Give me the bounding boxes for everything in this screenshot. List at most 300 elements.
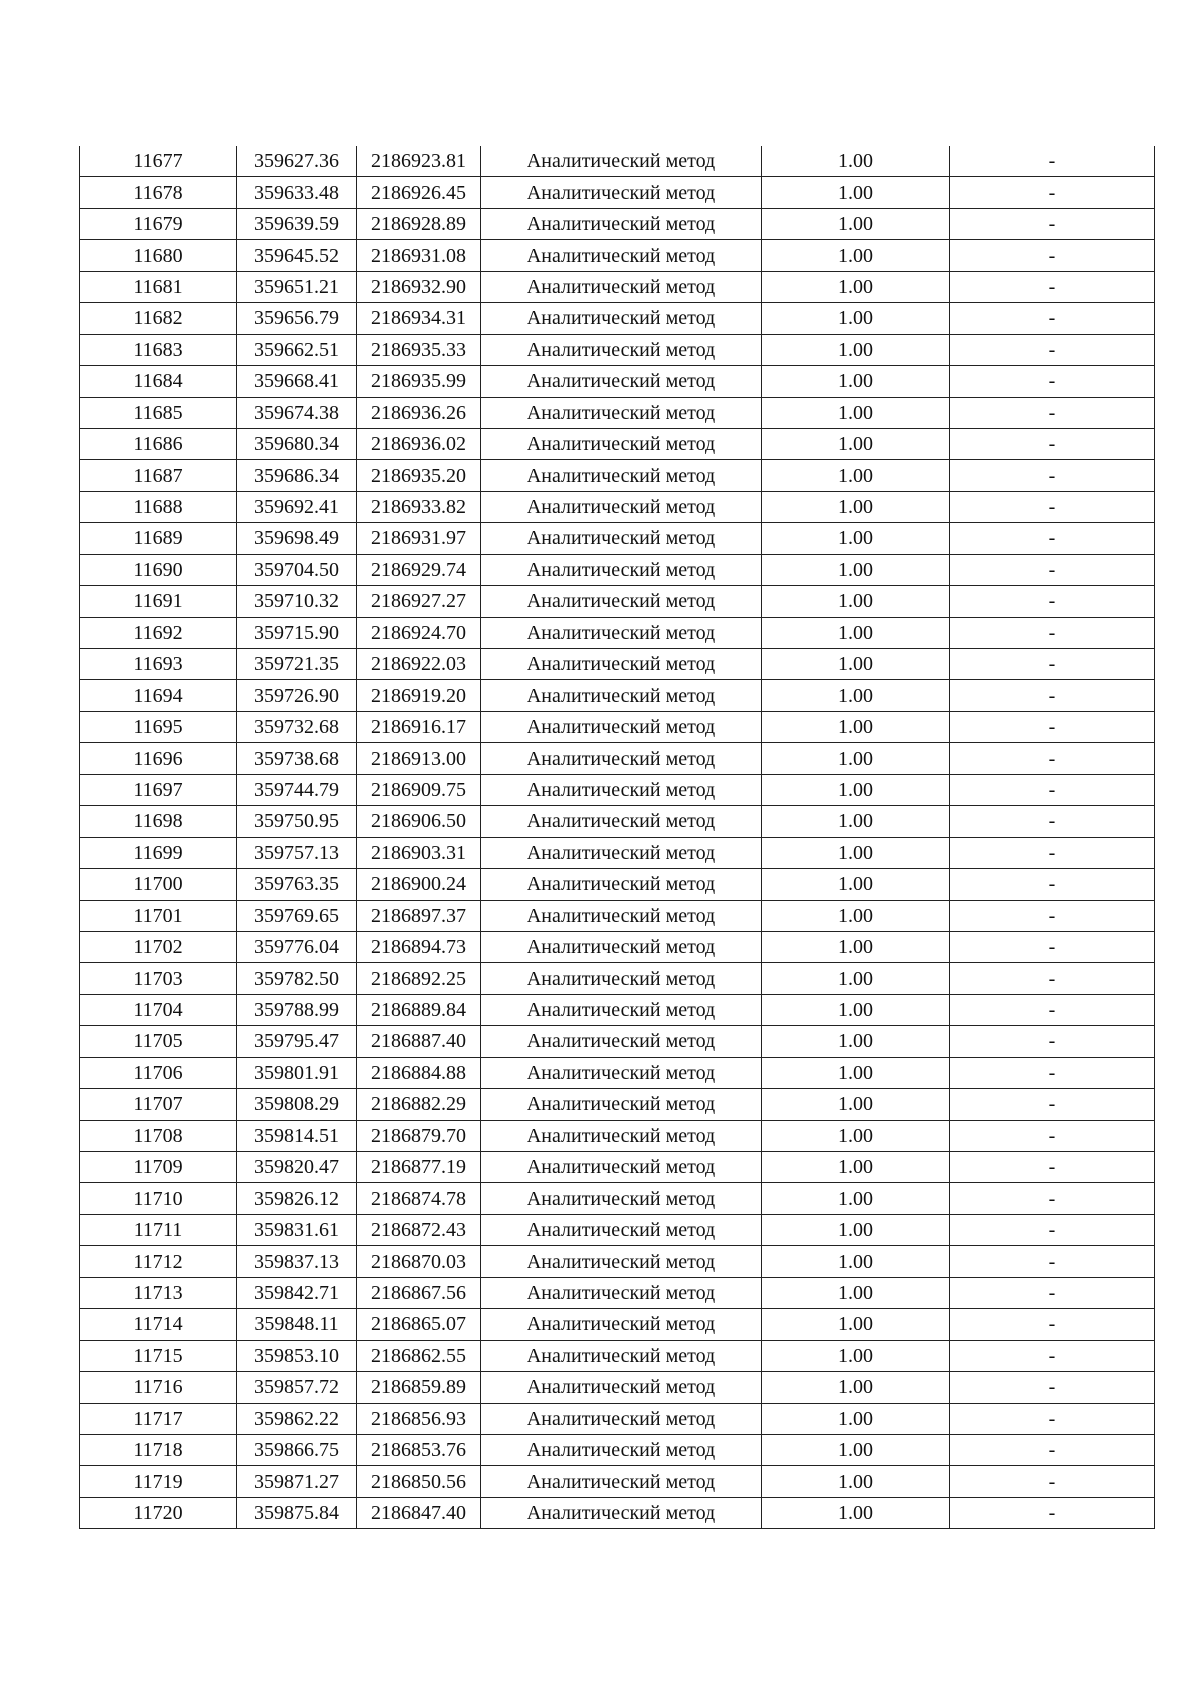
table-row	[80, 240, 1155, 271]
y-coordinate-cell: 2186853.76	[357, 1434, 481, 1465]
table-row	[80, 1026, 1155, 1057]
x-coordinate-cell: 359875.84	[237, 1497, 357, 1528]
point-number-cell: 11687	[80, 460, 237, 491]
point-number-cell: 11678	[80, 177, 237, 208]
point-number-cell: 11677	[80, 146, 237, 177]
precision-cell: 1.00	[762, 963, 950, 994]
x-coordinate-cell: 359837.13	[237, 1246, 357, 1277]
coordinates-table-body	[80, 146, 1155, 1529]
precision-cell: 1.00	[762, 994, 950, 1025]
method-cell: Аналитический метод	[481, 554, 762, 585]
table-row	[80, 649, 1155, 680]
description-cell: -	[950, 1309, 1155, 1340]
y-coordinate-cell: 2186913.00	[357, 743, 481, 774]
description-cell: -	[950, 869, 1155, 900]
precision-cell: 1.00	[762, 1214, 950, 1245]
x-coordinate-cell: 359782.50	[237, 963, 357, 994]
x-coordinate-cell: 359853.10	[237, 1340, 357, 1371]
method-cell: Аналитический метод	[481, 428, 762, 459]
description-cell: -	[950, 1340, 1155, 1371]
precision-cell: 1.00	[762, 460, 950, 491]
precision-cell: 1.00	[762, 869, 950, 900]
x-coordinate-cell: 359862.22	[237, 1403, 357, 1434]
description-cell: -	[950, 397, 1155, 428]
method-cell: Аналитический метод	[481, 240, 762, 271]
point-number-cell: 11718	[80, 1434, 237, 1465]
method-cell: Аналитический метод	[481, 931, 762, 962]
point-number-cell: 11717	[80, 1403, 237, 1434]
point-number-cell: 11699	[80, 837, 237, 868]
y-coordinate-cell: 2186877.19	[357, 1152, 481, 1183]
precision-cell: 1.00	[762, 523, 950, 554]
point-number-cell: 11688	[80, 491, 237, 522]
table-row	[80, 1246, 1155, 1277]
description-cell: -	[950, 743, 1155, 774]
x-coordinate-cell: 359692.41	[237, 491, 357, 522]
method-cell: Аналитический метод	[481, 1497, 762, 1528]
point-number-cell: 11698	[80, 806, 237, 837]
precision-cell: 1.00	[762, 743, 950, 774]
description-cell: -	[950, 366, 1155, 397]
table-row	[80, 1372, 1155, 1403]
x-coordinate-cell: 359831.61	[237, 1214, 357, 1245]
description-cell: -	[950, 1089, 1155, 1120]
table-row	[80, 177, 1155, 208]
description-cell: -	[950, 994, 1155, 1025]
x-coordinate-cell: 359857.72	[237, 1372, 357, 1403]
precision-cell: 1.00	[762, 900, 950, 931]
description-cell: -	[950, 240, 1155, 271]
y-coordinate-cell: 2186934.31	[357, 303, 481, 334]
precision-cell: 1.00	[762, 240, 950, 271]
y-coordinate-cell: 2186916.17	[357, 711, 481, 742]
table-row	[80, 931, 1155, 962]
description-cell: -	[950, 1183, 1155, 1214]
x-coordinate-cell: 359866.75	[237, 1434, 357, 1465]
y-coordinate-cell: 2186928.89	[357, 208, 481, 239]
coordinates-table	[79, 146, 1155, 1529]
method-cell: Аналитический метод	[481, 177, 762, 208]
method-cell: Аналитический метод	[481, 208, 762, 239]
y-coordinate-cell: 2186892.25	[357, 963, 481, 994]
x-coordinate-cell: 359698.49	[237, 523, 357, 554]
point-number-cell: 11720	[80, 1497, 237, 1528]
point-number-cell: 11719	[80, 1466, 237, 1497]
method-cell: Аналитический метод	[481, 774, 762, 805]
point-number-cell: 11685	[80, 397, 237, 428]
point-number-cell: 11712	[80, 1246, 237, 1277]
x-coordinate-cell: 359686.34	[237, 460, 357, 491]
point-number-cell: 11681	[80, 271, 237, 302]
method-cell: Аналитический метод	[481, 1057, 762, 1088]
y-coordinate-cell: 2186874.78	[357, 1183, 481, 1214]
y-coordinate-cell: 2186906.50	[357, 806, 481, 837]
method-cell: Аналитический метод	[481, 1120, 762, 1151]
description-cell: -	[950, 931, 1155, 962]
description-cell: -	[950, 1120, 1155, 1151]
x-coordinate-cell: 359820.47	[237, 1152, 357, 1183]
method-cell: Аналитический метод	[481, 1152, 762, 1183]
precision-cell: 1.00	[762, 303, 950, 334]
description-cell: -	[950, 680, 1155, 711]
precision-cell: 1.00	[762, 1277, 950, 1308]
description-cell: -	[950, 334, 1155, 365]
point-number-cell: 11710	[80, 1183, 237, 1214]
table-row	[80, 334, 1155, 365]
table-row	[80, 774, 1155, 805]
x-coordinate-cell: 359726.90	[237, 680, 357, 711]
point-number-cell: 11704	[80, 994, 237, 1025]
x-coordinate-cell: 359633.48	[237, 177, 357, 208]
point-number-cell: 11709	[80, 1152, 237, 1183]
point-number-cell: 11701	[80, 900, 237, 931]
table-row	[80, 491, 1155, 522]
y-coordinate-cell: 2186931.97	[357, 523, 481, 554]
point-number-cell: 11700	[80, 869, 237, 900]
precision-cell: 1.00	[762, 554, 950, 585]
point-number-cell: 11711	[80, 1214, 237, 1245]
precision-cell: 1.00	[762, 1340, 950, 1371]
description-cell: -	[950, 460, 1155, 491]
point-number-cell: 11692	[80, 617, 237, 648]
table-row	[80, 460, 1155, 491]
y-coordinate-cell: 2186923.81	[357, 146, 481, 177]
method-cell: Аналитический метод	[481, 1309, 762, 1340]
description-cell: -	[950, 1403, 1155, 1434]
description-cell: -	[950, 900, 1155, 931]
description-cell: -	[950, 554, 1155, 585]
y-coordinate-cell: 2186900.24	[357, 869, 481, 900]
table-row	[80, 1340, 1155, 1371]
precision-cell: 1.00	[762, 1434, 950, 1465]
y-coordinate-cell: 2186882.29	[357, 1089, 481, 1120]
method-cell: Аналитический метод	[481, 1340, 762, 1371]
point-number-cell: 11689	[80, 523, 237, 554]
description-cell: -	[950, 1372, 1155, 1403]
precision-cell: 1.00	[762, 428, 950, 459]
table-row	[80, 869, 1155, 900]
method-cell: Аналитический метод	[481, 806, 762, 837]
table-row	[80, 1214, 1155, 1245]
point-number-cell: 11703	[80, 963, 237, 994]
point-number-cell: 11683	[80, 334, 237, 365]
x-coordinate-cell: 359715.90	[237, 617, 357, 648]
precision-cell: 1.00	[762, 837, 950, 868]
method-cell: Аналитический метод	[481, 586, 762, 617]
y-coordinate-cell: 2186859.89	[357, 1372, 481, 1403]
table-row	[80, 1152, 1155, 1183]
precision-cell: 1.00	[762, 397, 950, 428]
description-cell: -	[950, 177, 1155, 208]
y-coordinate-cell: 2186927.27	[357, 586, 481, 617]
point-number-cell: 11716	[80, 1372, 237, 1403]
point-number-cell: 11679	[80, 208, 237, 239]
x-coordinate-cell: 359776.04	[237, 931, 357, 962]
table-row	[80, 1497, 1155, 1528]
method-cell: Аналитический метод	[481, 1089, 762, 1120]
method-cell: Аналитический метод	[481, 1214, 762, 1245]
description-cell: -	[950, 523, 1155, 554]
y-coordinate-cell: 2186847.40	[357, 1497, 481, 1528]
y-coordinate-cell: 2186894.73	[357, 931, 481, 962]
table-row	[80, 1120, 1155, 1151]
table-row	[80, 554, 1155, 585]
method-cell: Аналитический метод	[481, 869, 762, 900]
table-row	[80, 1089, 1155, 1120]
precision-cell: 1.00	[762, 1026, 950, 1057]
y-coordinate-cell: 2186867.56	[357, 1277, 481, 1308]
description-cell: -	[950, 1277, 1155, 1308]
x-coordinate-cell: 359656.79	[237, 303, 357, 334]
table-row	[80, 523, 1155, 554]
y-coordinate-cell: 2186936.26	[357, 397, 481, 428]
table-row	[80, 397, 1155, 428]
method-cell: Аналитический метод	[481, 146, 762, 177]
point-number-cell: 11708	[80, 1120, 237, 1151]
y-coordinate-cell: 2186924.70	[357, 617, 481, 648]
y-coordinate-cell: 2186933.82	[357, 491, 481, 522]
table-row	[80, 900, 1155, 931]
x-coordinate-cell: 359704.50	[237, 554, 357, 585]
method-cell: Аналитический метод	[481, 900, 762, 931]
description-cell: -	[950, 1152, 1155, 1183]
point-number-cell: 11696	[80, 743, 237, 774]
point-number-cell: 11714	[80, 1309, 237, 1340]
x-coordinate-cell: 359645.52	[237, 240, 357, 271]
method-cell: Аналитический метод	[481, 1403, 762, 1434]
description-cell: -	[950, 1246, 1155, 1277]
point-number-cell: 11691	[80, 586, 237, 617]
description-cell: -	[950, 491, 1155, 522]
precision-cell: 1.00	[762, 1497, 950, 1528]
point-number-cell: 11686	[80, 428, 237, 459]
table-row	[80, 1403, 1155, 1434]
table-row	[80, 963, 1155, 994]
method-cell: Аналитический метод	[481, 837, 762, 868]
precision-cell: 1.00	[762, 146, 950, 177]
y-coordinate-cell: 2186926.45	[357, 177, 481, 208]
precision-cell: 1.00	[762, 1246, 950, 1277]
y-coordinate-cell: 2186870.03	[357, 1246, 481, 1277]
precision-cell: 1.00	[762, 208, 950, 239]
table-row	[80, 617, 1155, 648]
point-number-cell: 11705	[80, 1026, 237, 1057]
description-cell: -	[950, 711, 1155, 742]
point-number-cell: 11690	[80, 554, 237, 585]
precision-cell: 1.00	[762, 711, 950, 742]
y-coordinate-cell: 2186879.70	[357, 1120, 481, 1151]
description-cell: -	[950, 1466, 1155, 1497]
precision-cell: 1.00	[762, 1120, 950, 1151]
y-coordinate-cell: 2186935.20	[357, 460, 481, 491]
description-cell: -	[950, 774, 1155, 805]
y-coordinate-cell: 2186922.03	[357, 649, 481, 680]
method-cell: Аналитический метод	[481, 1183, 762, 1214]
precision-cell: 1.00	[762, 177, 950, 208]
table-row	[80, 146, 1155, 177]
x-coordinate-cell: 359744.79	[237, 774, 357, 805]
point-number-cell: 11693	[80, 649, 237, 680]
y-coordinate-cell: 2186862.55	[357, 1340, 481, 1371]
precision-cell: 1.00	[762, 774, 950, 805]
description-cell: -	[950, 963, 1155, 994]
y-coordinate-cell: 2186931.08	[357, 240, 481, 271]
description-cell: -	[950, 208, 1155, 239]
precision-cell: 1.00	[762, 271, 950, 302]
description-cell: -	[950, 649, 1155, 680]
method-cell: Аналитический метод	[481, 303, 762, 334]
precision-cell: 1.00	[762, 931, 950, 962]
description-cell: -	[950, 1214, 1155, 1245]
point-number-cell: 11707	[80, 1089, 237, 1120]
description-cell: -	[950, 837, 1155, 868]
precision-cell: 1.00	[762, 1403, 950, 1434]
x-coordinate-cell: 359732.68	[237, 711, 357, 742]
method-cell: Аналитический метод	[481, 1434, 762, 1465]
method-cell: Аналитический метод	[481, 963, 762, 994]
table-row	[80, 743, 1155, 774]
precision-cell: 1.00	[762, 1057, 950, 1088]
x-coordinate-cell: 359738.68	[237, 743, 357, 774]
point-number-cell: 11680	[80, 240, 237, 271]
table-row	[80, 586, 1155, 617]
precision-cell: 1.00	[762, 1372, 950, 1403]
precision-cell: 1.00	[762, 617, 950, 648]
table-row	[80, 1057, 1155, 1088]
y-coordinate-cell: 2186936.02	[357, 428, 481, 459]
x-coordinate-cell: 359680.34	[237, 428, 357, 459]
table-row	[80, 994, 1155, 1025]
precision-cell: 1.00	[762, 334, 950, 365]
method-cell: Аналитический метод	[481, 271, 762, 302]
x-coordinate-cell: 359814.51	[237, 1120, 357, 1151]
table-row	[80, 1466, 1155, 1497]
table-row	[80, 1434, 1155, 1465]
point-number-cell: 11713	[80, 1277, 237, 1308]
description-cell: -	[950, 271, 1155, 302]
point-number-cell: 11694	[80, 680, 237, 711]
method-cell: Аналитический метод	[481, 366, 762, 397]
method-cell: Аналитический метод	[481, 680, 762, 711]
precision-cell: 1.00	[762, 1309, 950, 1340]
y-coordinate-cell: 2186884.88	[357, 1057, 481, 1088]
method-cell: Аналитический метод	[481, 743, 762, 774]
description-cell: -	[950, 586, 1155, 617]
x-coordinate-cell: 359662.51	[237, 334, 357, 365]
method-cell: Аналитический метод	[481, 1466, 762, 1497]
method-cell: Аналитический метод	[481, 460, 762, 491]
description-cell: -	[950, 617, 1155, 648]
method-cell: Аналитический метод	[481, 649, 762, 680]
method-cell: Аналитический метод	[481, 617, 762, 648]
method-cell: Аналитический метод	[481, 711, 762, 742]
x-coordinate-cell: 359668.41	[237, 366, 357, 397]
description-cell: -	[950, 1497, 1155, 1528]
precision-cell: 1.00	[762, 806, 950, 837]
table-row	[80, 1277, 1155, 1308]
y-coordinate-cell: 2186872.43	[357, 1214, 481, 1245]
description-cell: -	[950, 1026, 1155, 1057]
method-cell: Аналитический метод	[481, 397, 762, 428]
description-cell: -	[950, 1434, 1155, 1465]
method-cell: Аналитический метод	[481, 491, 762, 522]
method-cell: Аналитический метод	[481, 523, 762, 554]
method-cell: Аналитический метод	[481, 334, 762, 365]
y-coordinate-cell: 2186887.40	[357, 1026, 481, 1057]
point-number-cell: 11706	[80, 1057, 237, 1088]
point-number-cell: 11682	[80, 303, 237, 334]
method-cell: Аналитический метод	[481, 1372, 762, 1403]
precision-cell: 1.00	[762, 1152, 950, 1183]
table-row	[80, 208, 1155, 239]
description-cell: -	[950, 428, 1155, 459]
x-coordinate-cell: 359750.95	[237, 806, 357, 837]
table-row	[80, 1309, 1155, 1340]
x-coordinate-cell: 359788.99	[237, 994, 357, 1025]
precision-cell: 1.00	[762, 491, 950, 522]
point-number-cell: 11697	[80, 774, 237, 805]
precision-cell: 1.00	[762, 680, 950, 711]
x-coordinate-cell: 359639.59	[237, 208, 357, 239]
point-number-cell: 11684	[80, 366, 237, 397]
table-row	[80, 271, 1155, 302]
x-coordinate-cell: 359627.36	[237, 146, 357, 177]
method-cell: Аналитический метод	[481, 1026, 762, 1057]
description-cell: -	[950, 303, 1155, 334]
x-coordinate-cell: 359826.12	[237, 1183, 357, 1214]
x-coordinate-cell: 359674.38	[237, 397, 357, 428]
y-coordinate-cell: 2186932.90	[357, 271, 481, 302]
y-coordinate-cell: 2186850.56	[357, 1466, 481, 1497]
description-cell: -	[950, 806, 1155, 837]
table-row	[80, 711, 1155, 742]
table-row	[80, 680, 1155, 711]
precision-cell: 1.00	[762, 649, 950, 680]
x-coordinate-cell: 359769.65	[237, 900, 357, 931]
x-coordinate-cell: 359795.47	[237, 1026, 357, 1057]
x-coordinate-cell: 359763.35	[237, 869, 357, 900]
x-coordinate-cell: 359710.32	[237, 586, 357, 617]
table-row	[80, 1183, 1155, 1214]
y-coordinate-cell: 2186909.75	[357, 774, 481, 805]
table-row	[80, 428, 1155, 459]
point-number-cell: 11702	[80, 931, 237, 962]
precision-cell: 1.00	[762, 1466, 950, 1497]
method-cell: Аналитический метод	[481, 1246, 762, 1277]
table-row	[80, 303, 1155, 334]
x-coordinate-cell: 359757.13	[237, 837, 357, 868]
precision-cell: 1.00	[762, 1183, 950, 1214]
x-coordinate-cell: 359871.27	[237, 1466, 357, 1497]
description-cell: -	[950, 1057, 1155, 1088]
precision-cell: 1.00	[762, 366, 950, 397]
x-coordinate-cell: 359801.91	[237, 1057, 357, 1088]
description-cell: -	[950, 146, 1155, 177]
y-coordinate-cell: 2186919.20	[357, 680, 481, 711]
point-number-cell: 11695	[80, 711, 237, 742]
table-row	[80, 837, 1155, 868]
y-coordinate-cell: 2186889.84	[357, 994, 481, 1025]
method-cell: Аналитический метод	[481, 994, 762, 1025]
method-cell: Аналитический метод	[481, 1277, 762, 1308]
y-coordinate-cell: 2186935.99	[357, 366, 481, 397]
table-row	[80, 366, 1155, 397]
x-coordinate-cell: 359848.11	[237, 1309, 357, 1340]
x-coordinate-cell: 359842.71	[237, 1277, 357, 1308]
x-coordinate-cell: 359808.29	[237, 1089, 357, 1120]
y-coordinate-cell: 2186856.93	[357, 1403, 481, 1434]
x-coordinate-cell: 359651.21	[237, 271, 357, 302]
